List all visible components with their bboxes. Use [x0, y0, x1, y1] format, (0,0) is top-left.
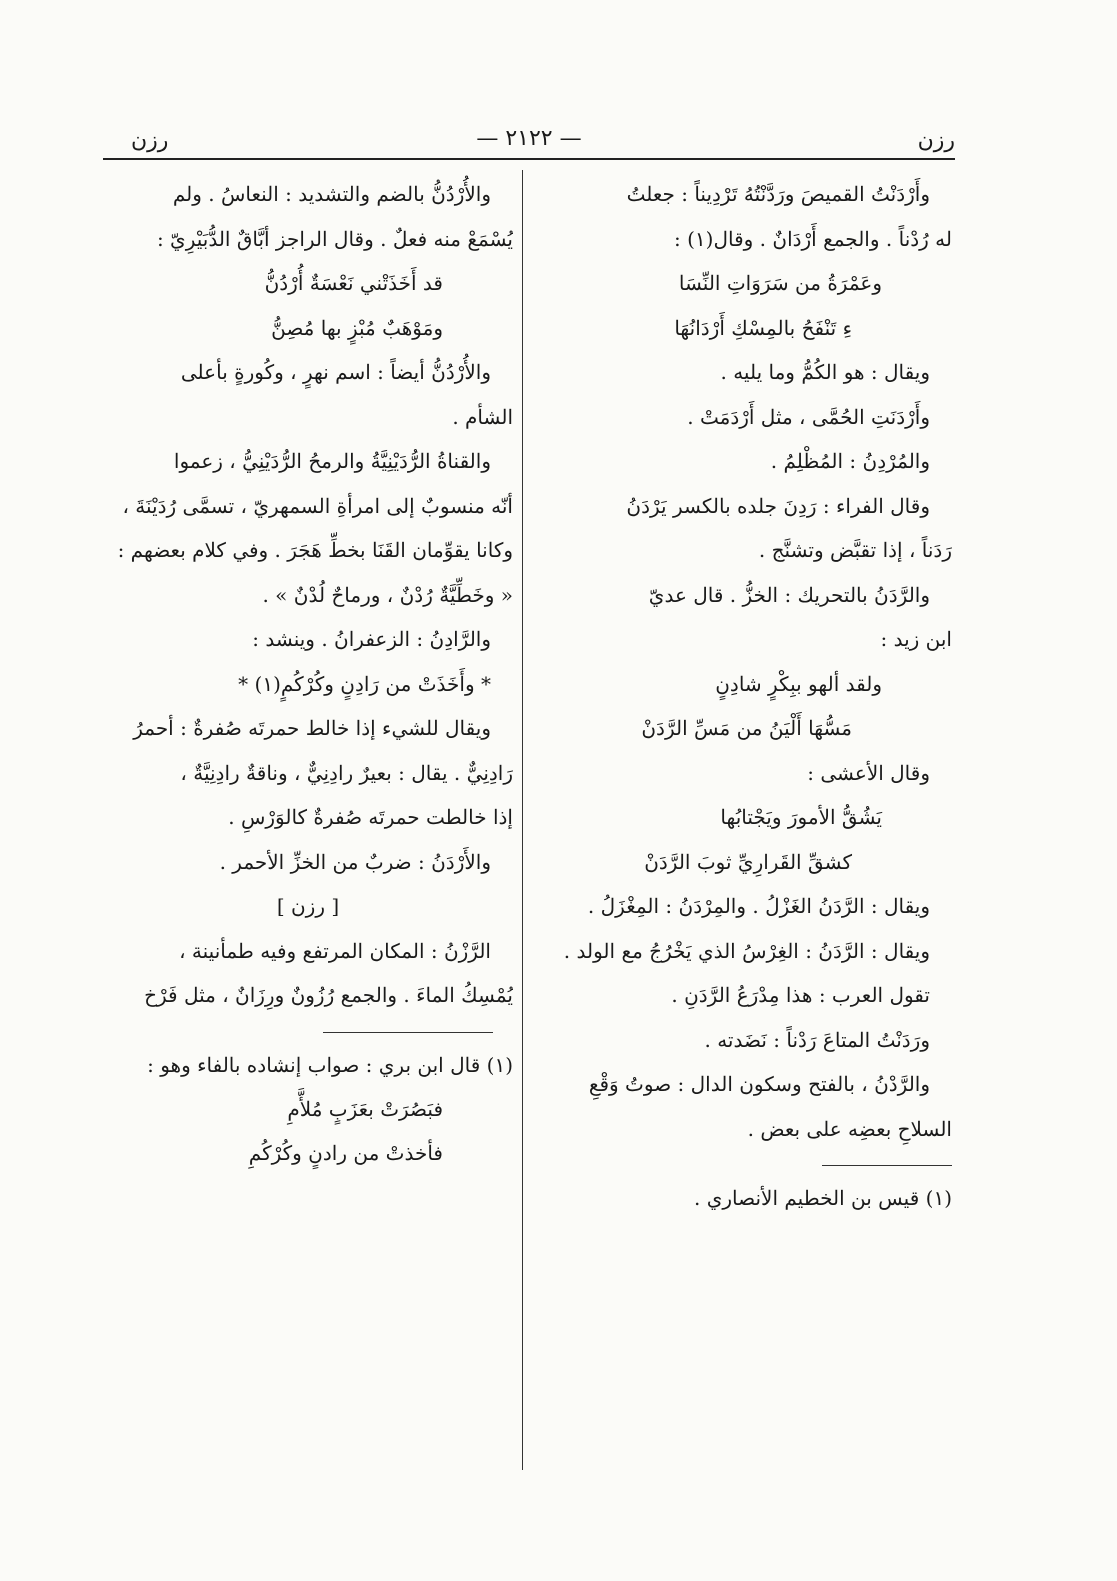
right-column-footnotes: [540, 1176, 952, 1220]
text-line: وأَرْدَنَتِ الحُمَّى ، مثل أَرْدَمَتْ .: [687, 404, 930, 429]
page-number: — ٢١٢٢ —: [476, 126, 582, 151]
text-line: أنّه منسوبٌ إلى امرأةِ السمهريّ ، تسمَّى رُدَيْنَةَ ،: [122, 493, 513, 518]
text-line: له رُدْناً . والجمع أَرْدَانٌ . وقال(١) :: [674, 226, 952, 251]
text-line: والرَّدْنُ ، بالفتح وسكون الدال : صوتُ وَقْعِ: [588, 1072, 930, 1096]
text-line: وعَمْرَةُ من سَرَوَاتِ النِّسَا: [678, 271, 882, 295]
text-line: ويقال : الرَّدَنُ : الغِرْسُ الذي يَخْرُجُ مع الولد .: [563, 938, 930, 963]
text-line: ورَدَنْتُ المتاعَ رَدْناً : نَضَدته .: [704, 1027, 930, 1052]
text-line: ابن زيد :: [880, 627, 952, 651]
text-line: والرَّادِنُ : الزعفرانُ . وينشد :: [252, 627, 491, 651]
text-line: ويقال : الرَّدَنُ الغَزْلُ . والمِرْدَنُ : المِغْزَلُ .: [587, 894, 930, 918]
text-line: وقال الفراء : رَدِنَ جلده بالكسر يَرْدَنُ: [626, 493, 930, 518]
footnote-line: (١) قيس بن الخطيم الأنصاري .: [694, 1186, 952, 1210]
text-line: السلاحِ بعضِه على بعض .: [747, 1116, 952, 1141]
text-line: وكانا يقوِّمان القَنَا بخطِّ هَجَرَ . وفي كلام بعضهم :: [117, 538, 513, 562]
text-line: ولقد ألهو ببِكْرٍ شادِنٍ: [715, 671, 882, 696]
text-line: كشقِّ القَرارِيِّ ثوبَ الرَّدَنْ: [644, 849, 852, 874]
column-divider: [522, 170, 523, 1470]
text-line: إذا خالطت حمرتَه صُفرةٌ كالوَرْسِ .: [228, 805, 513, 829]
text-line: « وخَطِّيَّةٌ رُدْنٌ ، ورماحٌ لُدْنٌ » .: [262, 582, 513, 607]
text-line: والأَرْدَنُ : ضربٌ من الخزِّ الأحمر .: [219, 849, 491, 874]
right-column: [540, 172, 952, 1220]
text-line: والأُرْدُنُّ بالضم والتشديد : النعاسُ . ولم: [172, 182, 491, 206]
footnote-rule-right: [822, 1165, 952, 1166]
header-keyword-right: رزن: [917, 128, 955, 153]
left-column: [103, 172, 513, 1175]
page-header: [103, 122, 955, 160]
text-line: والقناةُ الرُّدَيْنِيَّةُ والرمحُ الرُّدَيْنِيُّ ، زعموا: [173, 449, 491, 473]
footnote-line: فأخذتْ من رادنٍ وكُرْكُمِ: [248, 1140, 443, 1165]
footnote-line: فبَصُرَتْ بعَزَبٍ مُلأَّمِ: [287, 1096, 443, 1121]
text-line: * وأَخَذَتْ من رَادِنٍ وكُرْكُمٍ(١) *: [238, 671, 491, 696]
text-line: ويقال للشيء إذا خالط حمرتَه صُفرةٌ : أحمرُ: [133, 716, 491, 740]
text-line: وقال الأعشى :: [807, 760, 930, 785]
text-line: رَدَناً ، إذا تقبَّض وتشنَّج .: [758, 538, 952, 562]
text-line: ومَوْهَبٌ مُبْزٍ بها مُصِنُّ: [271, 315, 443, 340]
text-line: رَادِنِيٌّ . يقال : بعيرٌ رادِنِيٌّ ، وناقةٌ رادِنِيَّةٌ ،: [180, 760, 513, 785]
header-keyword-left: رزن: [131, 128, 169, 153]
text-line: يُمْسِكُ الماءَ . والجمع رُزُونٌ ورِزَانٌ ، مثل فَرْخ: [144, 983, 513, 1007]
text-line: قد أَخَذَتْني نَعْسَةٌ أُرْدُنُّ: [264, 271, 443, 295]
text-line: الشأم .: [452, 404, 513, 429]
left-column-body: [103, 172, 513, 1018]
right-column-body: [540, 172, 952, 1151]
text-line: يُسْمَعْ منه فعلٌ . وقال الراجز أبَّاقٌ الدُّبَيْرِيّ :: [156, 226, 513, 251]
text-line: والأُرْدُنُّ أيضاً : اسم نهرٍ ، وكُورةٍ بأعلى: [180, 360, 491, 384]
footnote-rule-left: [323, 1032, 493, 1033]
text-line: يَشُقُّ الأمورَ ويَجْتابُها: [720, 805, 882, 829]
text-line: وأَرْدَنْتُ القميصَ ورَدَّنْتُهُ تَرْدِيناً : جعلتُ: [626, 182, 930, 206]
text-line: والمُرْدِنُ : المُظْلِمُ .: [770, 449, 930, 473]
text-line: [ رزن ]: [276, 894, 340, 918]
text-line: تقول العرب : هذا مِدْرَعُ الرَّدَنِ .: [671, 983, 930, 1007]
footnote-line: (١) قال ابن بري : صواب إنشاده بالفاء وهو :: [147, 1052, 513, 1077]
text-line: ءِ تَنْفَحُ بالمِسْكِ أَرْدَانُهَا: [674, 315, 852, 340]
left-column-footnotes: [103, 1043, 513, 1175]
text-line: مَسُّهَا أَلْيَنُ من مَسِّ الرَّدَنْ: [641, 716, 852, 740]
text-line: والرَّدَنُ بالتحريك : الخزُّ . قال عديّ: [648, 582, 930, 607]
text-line: ويقال : هو الكُمُّ وما يليه .: [720, 360, 930, 384]
text-line: الرَّزْنُ : المكان المرتفع وفيه طمأنينة ،: [179, 938, 491, 963]
